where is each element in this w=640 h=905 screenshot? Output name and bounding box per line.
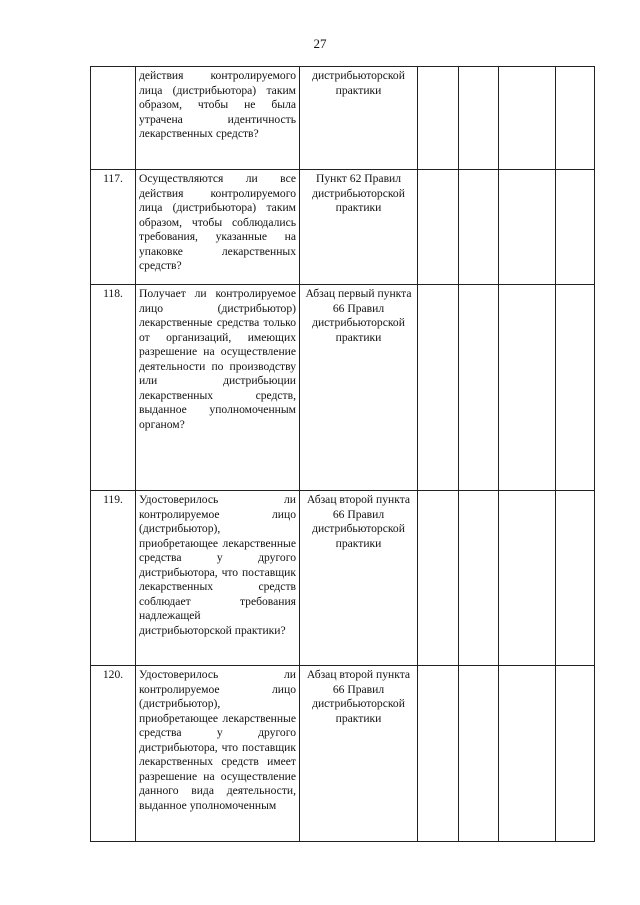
answer-cell-yes bbox=[418, 67, 459, 170]
table-row bbox=[91, 170, 595, 285]
answer-cell-note bbox=[556, 67, 595, 170]
answer-cell-no bbox=[459, 285, 499, 491]
answer-cell-not-applicable bbox=[499, 491, 556, 666]
answer-cell-no bbox=[459, 666, 499, 842]
reference-cell: дистрибьюторской практики bbox=[300, 67, 418, 170]
page-number: 27 bbox=[313, 36, 327, 51]
table-row bbox=[91, 67, 595, 170]
answer-cell-yes bbox=[418, 170, 459, 285]
question-cell: Осуществляются ли все действия контролируемого лица (дистрибьютора) таким образом, чтобы соблюдались требования, указанные на упаковке лекарственных средств? bbox=[136, 170, 300, 285]
row-number bbox=[91, 67, 136, 170]
answer-cell-yes bbox=[418, 666, 459, 842]
question-cell: действия контролируемого лица (дистрибьютора) таким образом, чтобы не была утрачена идентичность лекарственных средств? bbox=[136, 67, 300, 170]
answer-cell-not-applicable bbox=[499, 285, 556, 491]
answer-cell-no bbox=[459, 491, 499, 666]
answer-cell-yes bbox=[418, 491, 459, 666]
reference-cell: Абзац первый пункта 66 Правил дистрибьюторской практики bbox=[300, 285, 418, 491]
answer-cell-not-applicable bbox=[499, 67, 556, 170]
checklist-table bbox=[90, 66, 595, 842]
table-row bbox=[91, 285, 595, 491]
table-row bbox=[91, 491, 595, 666]
reference-cell: Абзац второй пункта 66 Правил дистрибьюторской практики bbox=[300, 491, 418, 666]
answer-cell-note bbox=[556, 491, 595, 666]
answer-cell-yes bbox=[418, 285, 459, 491]
table-row bbox=[91, 666, 595, 842]
answer-cell-note bbox=[556, 170, 595, 285]
row-number: 117. bbox=[91, 170, 136, 285]
row-number: 119. bbox=[91, 491, 136, 666]
answer-cell-no bbox=[459, 170, 499, 285]
answer-cell-note bbox=[556, 285, 595, 491]
answer-cell-not-applicable bbox=[499, 666, 556, 842]
answer-cell-no bbox=[459, 67, 499, 170]
answer-cell-not-applicable bbox=[499, 170, 556, 285]
row-number: 120. bbox=[91, 666, 136, 842]
question-cell: Удостоверилось ли контролируемое лицо (дистрибьютор), приобретающее лекарственные средства у другого дистрибьютора, что поставщик лекарственных средств соблюдает требования надлежащей дистрибьюторской практики? bbox=[136, 491, 300, 666]
row-number: 118. bbox=[91, 285, 136, 491]
reference-cell: Абзац второй пункта 66 Правил дистрибьюторской практики bbox=[300, 666, 418, 842]
reference-cell: Пункт 62 Правил дистрибьюторской практики bbox=[300, 170, 418, 285]
answer-cell-note bbox=[556, 666, 595, 842]
question-cell: Удостоверилось ли контролируемое лицо (дистрибьютор), приобретающее лекарственные средства у другого дистрибьютора, что поставщик лекарственных средств имеет разрешение на осуществление данного вида деятельности, выданное уполномоченным bbox=[136, 666, 300, 842]
question-cell: Получает ли контролируемое лицо (дистрибьютор) лекарственные средства только от организаций, имеющих разрешение на осуществление деятельности по производству или дистрибьюции лекарственных средств, выданное уполномоченным органом? bbox=[136, 285, 300, 491]
